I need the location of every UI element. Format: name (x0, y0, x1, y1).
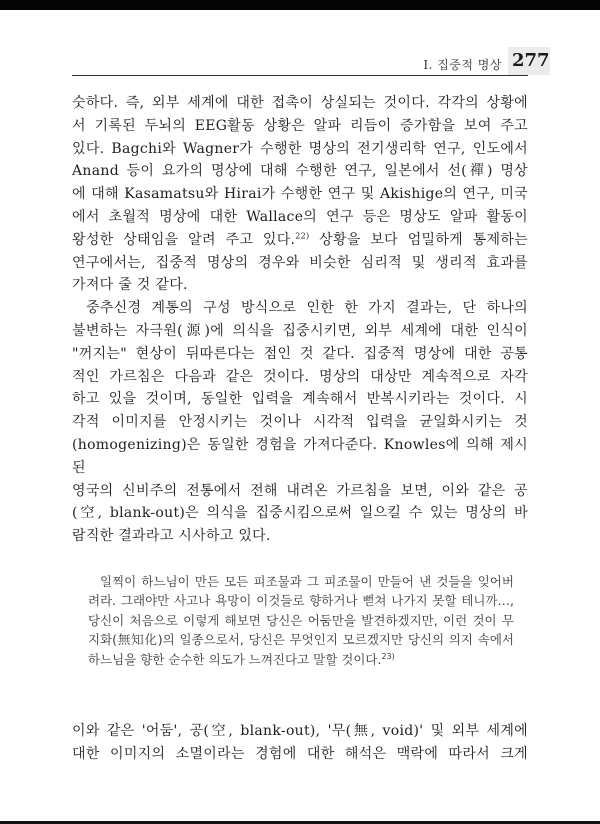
body-line: 서 기록된 두뇌의 EEG활동 상황은 알파 리듬이 증가함을 보여 주고 (72, 117, 528, 134)
body-line: 적인 가르침은 다음과 같은 것이다. 명상의 대상만 계속적으로 자각 (72, 368, 528, 385)
body-line: 각적 이미지를 안정시키는 것이나 시각적 입력을 균일화시키는 것 (72, 414, 528, 431)
body-line: 영국의 신비주의 전통에서 전해 내려온 가르침을 보면, 이와 같은 공 (72, 482, 528, 499)
quote-paragraph (88, 572, 514, 669)
running-header-section: I. 집중적 명상 (423, 58, 502, 72)
body-line: 에서 초월적 명상에 대한 Wallace의 연구 등은 명상도 알파 활동이 (72, 208, 528, 225)
footnote-ref-23: 23) (381, 651, 395, 661)
body-line: 연구에서는, 집중적 명상의 경우와 비슷한 심리적 및 생리적 효과를 (72, 254, 528, 271)
body-line-part: 상황을 보다 엄밀하게 통제하는 (309, 231, 529, 248)
body-line: Anand 등이 요가의 명상에 대해 수행한 연구, 일본에서 선(禪) 명상 (72, 163, 528, 180)
block-quote (88, 572, 514, 669)
body-line: 숫하다. 즉, 외부 세계에 대한 접촉이 상실되는 것이다. 각각의 상황에 (72, 95, 528, 111)
body-line: 람직한 결과라고 시사하고 있다. (72, 528, 271, 545)
body-line: "꺼지는" 현상이 뒤따른다는 점인 것 같다. 집중적 명상에 대한 공통 (72, 345, 528, 362)
body-text (72, 92, 528, 548)
body-line-with-footnote (72, 229, 528, 252)
body-line: 있다. Bagchi와 Wagner가 수행한 명상의 전기생리학 연구, 인도에서 (72, 140, 528, 157)
header-rule (72, 75, 528, 76)
footnote-ref-22: 22) (295, 231, 310, 241)
body-line: 불변하는 자극원(源)에 의식을 집중시키면, 외부 세계에 대한 인식이 (72, 322, 528, 339)
body-line: 가져다 줄 것 같다. (72, 277, 188, 294)
body-line: 이와 같은 '어둠', 공(空, blank-out), '무(無, void)' 및 외부 세계에 (72, 723, 528, 739)
body-line: 에 대해 Kasamatsu와 Hirai가 수행한 연구 및 Akishige의 연구, 미국 (72, 186, 528, 203)
body-line: 하고 있을 것이며, 동일한 입력을 계속해서 반복시키라는 것이다. 시 (72, 391, 528, 408)
quote-text: 일찍이 하느님이 만든 모든 피조물과 그 피조물이 만들어 낸 것들을 잊어버려라. 그래야만 사고나 욕망이 이것들로 향하거나 뻗쳐 나가지 못할 테니까…, 당신이 처음으로 이렇게 해보면 당신은 어둠만을 발견하겠지만, 이런 것이 무지화(無知化)의 일종으로서, 당신은 무엇인지 모르겠지만 당신의 의지 속에서 하느님을 향한 순수한 의도가 느껴진다고 말할 것이다. (88, 574, 514, 667)
page-number: 277 (512, 50, 550, 71)
body-line: 중추신경 계통의 구성 방식으로 인한 한 가지 결과는, 단 하나의 (86, 300, 528, 317)
body-line: 대한 이미지의 소멸이라는 경험에 대한 해석은 맥락에 따라서 크게 (72, 745, 528, 762)
body-line-part: 왕성한 상태임을 알려 주고 있다. (72, 231, 296, 248)
closing-text (72, 720, 528, 766)
body-line: (空, blank-out)은 의식을 집중시킴으로써 일으킬 수 있는 명상의 바 (72, 505, 528, 522)
top-edge-bar (0, 0, 600, 10)
body-line: (homogenizing)은 동일한 경험을 가져다준다. Knowles에 의해 제시된 (72, 436, 528, 476)
